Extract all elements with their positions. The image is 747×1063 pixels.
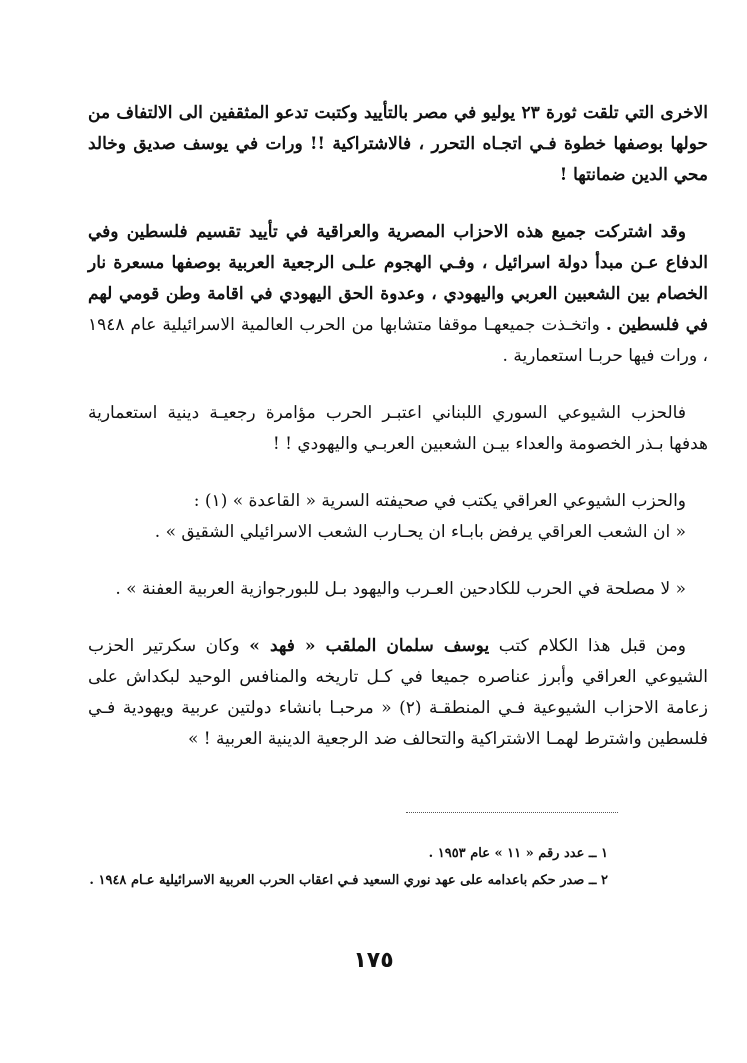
footnote-1: ١ ــ عدد رقم « ١١ » عام ١٩٥٣ .	[428, 846, 608, 861]
spacer	[88, 605, 708, 631]
spacer	[88, 460, 708, 486]
footnotes	[88, 840, 608, 894]
paragraph-6-bold: يوسف سلمان الملقب « فهد »	[249, 636, 490, 656]
paragraph-1: الاخرى التي تلقت ثورة ٢٣ يوليو في مصر بالتأييد وكتبت تدعو المثقفين الى الالتفاف من حولها بوصفها خطوة فـي اتجـاه التحرر ، فالاشتراكية !! ورات في يوسف صديق وخالد محي الدين ضمانتها !	[88, 103, 709, 185]
paragraph-2-rest: واتخـذت جميعهـا موقفا متشابها من الحرب العالمية الاسرائيلية عام ١٩٤٨ ، ورات فيها حربـا استعمارية .	[88, 315, 708, 366]
page-number: ١٧٥	[353, 948, 394, 973]
paragraph-2	[88, 217, 708, 372]
paragraph-4-quote: « ان الشعب العراقي يرفض بابـاء ان يحـارب الشعب الاسرائيلي الشقيق » .	[154, 522, 686, 542]
paragraph-3: فالحزب الشيوعي السوري اللبناني اعتبـر الحرب مؤامرة رجعيـة دينية استعمارية هدفها بـذر الخصومة والعداء بيـن الشعبين العربـي واليهودي ! !	[88, 403, 708, 454]
footnote-separator	[406, 812, 618, 813]
paragraph-6-a: ومن قبل هذا الكلام كتب	[489, 636, 686, 656]
paragraph-6	[88, 631, 708, 755]
paragraph-6-b: وكان سكرتير الحزب الشيوعي العراقي وأبرز عناصره جميعا في كـل تاريخه والمنافس الوحيد لبكداش على زعامة الاحزاب الشيوعية فـي المنطقـة (٢) « مرحبـا بانشاء دولتين عربية ويهودية فـي فلسطين واشترط لهمـا الاشتراكية والتحالف ضد الرجعية الدينية العربية ! »	[88, 636, 708, 749]
spacer	[88, 548, 708, 574]
spacer	[88, 191, 708, 217]
footnote-2: ٢ ــ صدر حكم باعدامه على عهد نوري السعيد فـي اعقاب الحرب العربية الاسرائيلية عـام ١٩٤٨ .	[89, 873, 608, 888]
paragraph-2-bold: وقد اشتركت جميع هذه الاحزاب المصرية والعراقية في تأييد تقسيم فلسطين وفي الدفاع عـن مبدأ دولة اسرائيل ، وفـي الهجوم علـى الرجعية العربية بوصفها مسعرة نار الخصام بين الشعبين العربي واليهودي ، وعدوة الحق اليهودي في اقامة وطن قومي لهم في فلسطين .	[88, 222, 708, 335]
paragraph-5: « لا مصلحة في الحرب للكادحين العـرب واليهود بـل للبورجوازية العربية العفنة » .	[115, 579, 686, 599]
page-body	[88, 98, 708, 755]
spacer	[88, 372, 708, 398]
paragraph-4-line1: والحزب الشيوعي العراقي يكتب في صحيفته السرية « القاعدة » (١) :	[193, 491, 686, 511]
